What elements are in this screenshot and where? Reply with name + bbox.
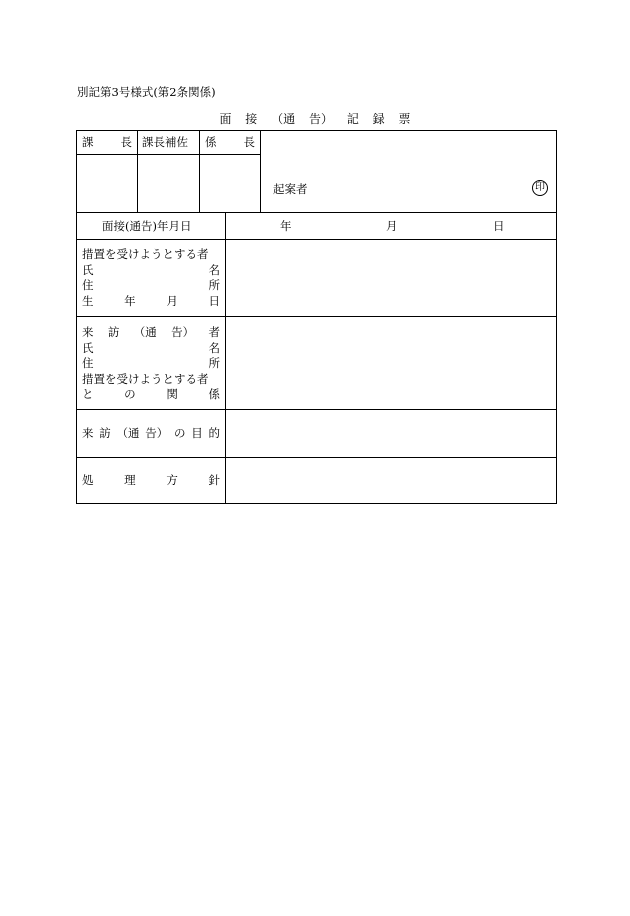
title-char: （通 xyxy=(271,112,296,126)
table-border-right xyxy=(556,130,557,504)
seal-icon: 印 xyxy=(532,180,548,196)
table-border-top xyxy=(76,130,557,131)
date-year: 年 xyxy=(280,219,292,233)
form-number: 別記第3号様式(第2条関係) xyxy=(77,85,216,99)
visitor-label: 来 訪 （通 告） 者 氏 名 住 所 措置を受けようとする者 と の 関 係 xyxy=(82,325,220,401)
approval-deputy-chief: 課長補佐 xyxy=(142,135,188,149)
table-border-left xyxy=(76,130,77,504)
visit-purpose-label: 来 訪 （通 告） の 目 的 xyxy=(82,426,220,440)
title-char: 告） xyxy=(308,112,333,126)
title-char: 票 xyxy=(398,112,411,126)
row-divider xyxy=(76,409,557,410)
title-char: 録 xyxy=(372,112,385,126)
approval-chief: 課 長 xyxy=(82,135,132,149)
title-char: 接 xyxy=(245,112,258,126)
approval-header-rule xyxy=(76,154,261,155)
row-divider xyxy=(76,457,557,458)
row-divider xyxy=(76,239,557,240)
handling-policy-label: 処 理 方 針 xyxy=(82,473,220,487)
approval-col-divider xyxy=(199,130,200,212)
drafter-label: 起案者 xyxy=(273,182,308,196)
date-month: 月 xyxy=(386,219,398,233)
label-col-divider xyxy=(225,212,226,504)
interview-date-label: 面接(通告)年月日 xyxy=(102,219,192,233)
subject-person-label: 措置を受けようとする者 氏 名 住 所 生 年 月 日 xyxy=(82,247,220,308)
approval-col-divider xyxy=(137,130,138,212)
approval-subsection-chief: 係 長 xyxy=(205,135,255,149)
title-char: 記 xyxy=(346,112,359,126)
approval-col-divider xyxy=(260,130,261,212)
row-divider xyxy=(76,316,557,317)
form-title xyxy=(0,110,630,127)
date-day: 日 xyxy=(493,219,505,233)
title-char: 面 xyxy=(219,112,232,126)
row-divider xyxy=(76,212,557,213)
table-border-bottom xyxy=(76,503,557,504)
